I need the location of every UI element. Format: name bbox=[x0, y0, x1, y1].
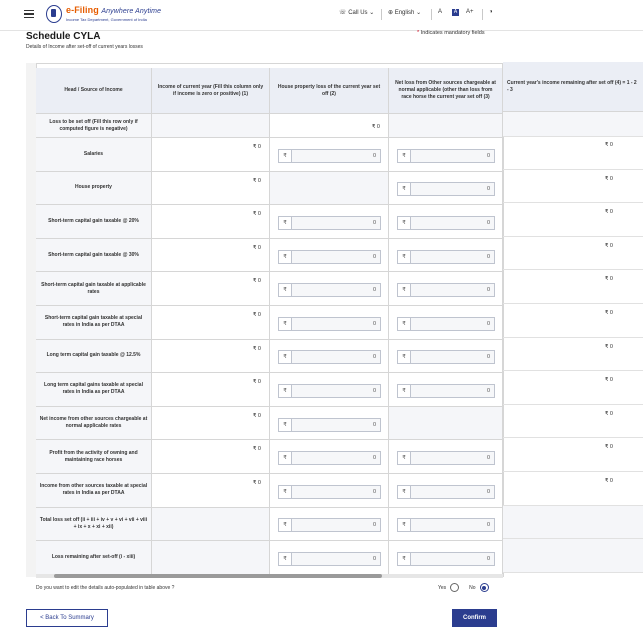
hamburger-icon[interactable] bbox=[24, 10, 34, 18]
income-current-year-cell bbox=[152, 138, 270, 172]
top-bar bbox=[0, 0, 643, 31]
no-radio[interactable] bbox=[480, 583, 489, 592]
income-remaining-cell bbox=[503, 270, 643, 304]
other-sources-loss-cell bbox=[389, 306, 503, 340]
house-property-loss-cell bbox=[270, 172, 389, 206]
income-current-year-cell bbox=[152, 541, 270, 575]
income-current-year-value: ₹ 0 bbox=[252, 312, 261, 318]
edit-question: Do you want to edit the details auto-populated in table above ? bbox=[36, 585, 175, 591]
rupee-prefix: ₹ bbox=[279, 419, 292, 431]
contrast-icon[interactable]: ◑ bbox=[489, 9, 493, 15]
house-property-loss-input[interactable] bbox=[278, 216, 381, 230]
income-current-year-cell bbox=[152, 407, 270, 441]
input-value: 0 bbox=[372, 522, 376, 529]
income-current-year-value: ₹ 0 bbox=[252, 412, 261, 419]
house-property-loss-cell bbox=[270, 440, 389, 474]
header-head-source: Head / Source of Income bbox=[36, 68, 152, 114]
income-remaining-cell bbox=[503, 136, 643, 170]
input-value: 0 bbox=[486, 219, 490, 226]
other-sources-loss-cell bbox=[389, 474, 503, 508]
no-label: No bbox=[469, 584, 476, 591]
other-sources-loss-cell bbox=[389, 340, 503, 374]
income-current-year-cell bbox=[152, 172, 270, 206]
income-remaining-cell bbox=[503, 304, 643, 338]
rupee-prefix: ₹ bbox=[398, 217, 411, 229]
income-remaining-value: ₹ 0 bbox=[604, 242, 613, 249]
input-value: 0 bbox=[372, 320, 376, 327]
income-remaining-value: ₹ 0 bbox=[604, 175, 613, 182]
income-remaining-value: ₹ 0 bbox=[604, 142, 613, 148]
house-property-loss-input[interactable] bbox=[278, 149, 381, 163]
page-subtitle: Details of Income after set-off of current years losses bbox=[26, 44, 143, 50]
input-value: 0 bbox=[372, 455, 376, 462]
rupee-prefix: ₹ bbox=[279, 318, 292, 330]
income-remaining-value: ₹ 0 bbox=[604, 377, 613, 384]
rupee-prefix: ₹ bbox=[279, 553, 292, 565]
input-value: 0 bbox=[486, 320, 490, 327]
income-remaining-value: ₹ 0 bbox=[604, 410, 613, 417]
income-remaining-value: ₹ 0 bbox=[604, 444, 613, 451]
house-property-loss-cell bbox=[270, 373, 389, 407]
income-remaining-cell bbox=[503, 506, 643, 540]
other-sources-loss-input[interactable] bbox=[397, 317, 495, 331]
input-value: 0 bbox=[372, 152, 376, 159]
rupee-prefix: ₹ bbox=[398, 553, 411, 565]
row-label: Income from other sources taxable at special rates in India as per DTAA bbox=[36, 474, 152, 508]
income-current-year-cell bbox=[152, 474, 270, 508]
other-sources-loss-cell bbox=[389, 508, 503, 542]
row-label: Short-term capital gain taxable at special rates in India as per DTAA bbox=[36, 306, 152, 340]
other-sources-loss-input[interactable] bbox=[397, 552, 495, 566]
income-current-year-value: ₹ 0 bbox=[252, 244, 261, 251]
rupee-prefix: ₹ bbox=[279, 251, 292, 263]
house-property-loss-cell bbox=[270, 508, 389, 542]
yes-radio[interactable] bbox=[450, 583, 459, 592]
income-remaining-cell bbox=[503, 539, 643, 573]
phone-icon: ☏ bbox=[339, 10, 347, 16]
income-remaining-value: ₹ 0 bbox=[604, 276, 613, 283]
other-sources-loss-cell bbox=[389, 138, 503, 172]
edit-radio-group bbox=[438, 583, 489, 592]
row-label: House property bbox=[36, 172, 152, 206]
horizontal-scrollbar-thumb[interactable] bbox=[54, 574, 382, 578]
input-value: 0 bbox=[486, 488, 490, 495]
input-value: 0 bbox=[372, 219, 376, 226]
house-property-loss-cell bbox=[270, 340, 389, 374]
input-value: 0 bbox=[486, 522, 490, 529]
income-remaining-cell bbox=[503, 338, 643, 372]
income-current-year-cell bbox=[152, 205, 270, 239]
rupee-prefix: ₹ bbox=[279, 519, 292, 531]
income-current-year-value: ₹ 0 bbox=[252, 177, 261, 184]
table-left-margin bbox=[26, 63, 36, 577]
other-sources-loss-cell bbox=[389, 541, 503, 575]
cell bbox=[270, 114, 389, 138]
income-remaining-value: ₹ 0 bbox=[604, 209, 613, 216]
logo-subtitle: Income Tax Department, Government of India bbox=[66, 17, 147, 22]
other-sources-loss-input[interactable] bbox=[397, 485, 495, 499]
income-current-year-cell bbox=[152, 508, 270, 542]
income-current-year-value: ₹ 0 bbox=[252, 278, 261, 285]
input-value: 0 bbox=[372, 354, 376, 361]
house-property-loss-cell bbox=[270, 474, 389, 508]
logo[interactable]: e-Filing Anywhere Anytime bbox=[66, 5, 162, 15]
row-label: Loss remaining after set-off (i - xiii) bbox=[36, 541, 152, 575]
other-sources-loss-cell bbox=[389, 205, 503, 239]
row-label: Salaries bbox=[36, 138, 152, 172]
rupee-prefix: ₹ bbox=[398, 519, 411, 531]
house-property-loss-cell bbox=[270, 138, 389, 172]
other-sources-loss-input[interactable] bbox=[397, 250, 495, 264]
house-property-loss-cell bbox=[270, 272, 389, 306]
input-value: 0 bbox=[486, 455, 490, 462]
other-sources-loss-input[interactable] bbox=[397, 182, 495, 196]
house-property-loss-input[interactable] bbox=[278, 250, 381, 264]
row-label: Long term capital gain taxable @ 12.5% bbox=[36, 340, 152, 374]
rupee-prefix: ₹ bbox=[398, 486, 411, 498]
other-sources-loss-cell bbox=[389, 272, 503, 306]
other-sources-loss-cell bbox=[389, 239, 503, 273]
input-value: 0 bbox=[486, 253, 490, 260]
other-sources-loss-input[interactable] bbox=[397, 216, 495, 230]
input-value: 0 bbox=[486, 387, 490, 394]
rupee-prefix: ₹ bbox=[398, 385, 411, 397]
income-current-year-cell bbox=[152, 239, 270, 273]
input-value: 0 bbox=[372, 387, 376, 394]
row-label: Net income from other sources chargeable at normal applicable rates bbox=[36, 407, 152, 441]
row-label: Short-term capital gain taxable @ 30% bbox=[36, 239, 152, 273]
header-income-current-year: Income of current year (Fill this column only if income is zero or positive) (1) bbox=[152, 68, 270, 114]
input-value: 0 bbox=[372, 488, 376, 495]
house-property-loss-cell bbox=[270, 205, 389, 239]
income-remaining-cell bbox=[503, 472, 643, 506]
cell bbox=[152, 114, 270, 138]
house-property-loss-input[interactable] bbox=[278, 451, 381, 465]
other-sources-loss-input[interactable] bbox=[397, 283, 495, 297]
other-sources-loss-input[interactable] bbox=[397, 518, 495, 532]
income-current-year-cell bbox=[152, 272, 270, 306]
input-value: 0 bbox=[486, 152, 490, 159]
input-value: 0 bbox=[486, 186, 490, 193]
house-property-loss-input[interactable] bbox=[278, 317, 381, 331]
font-normal-button[interactable]: A bbox=[453, 9, 458, 15]
input-value: 0 bbox=[486, 354, 490, 361]
mandatory-note: * Indicates mandatory fields bbox=[417, 30, 485, 36]
income-current-year-value: ₹ 0 bbox=[252, 144, 261, 150]
confirm-button[interactable]: Confirm bbox=[452, 609, 497, 627]
house-property-loss-input[interactable] bbox=[278, 283, 381, 297]
row-label: Long term capital gains taxable at special rates in India as per DTAA bbox=[36, 373, 152, 407]
header-income-remaining: Current year's income remaining after set off (4) = 1 - 2 - 3 bbox=[503, 62, 643, 112]
income-remaining-cell bbox=[503, 371, 643, 405]
rupee-prefix: ₹ bbox=[279, 150, 292, 162]
house-property-loss-cell bbox=[270, 239, 389, 273]
other-sources-loss-cell bbox=[389, 407, 503, 441]
font-increase-button[interactable]: A+ bbox=[466, 9, 474, 15]
other-sources-loss-cell bbox=[389, 373, 503, 407]
chevron-down-icon: ⌄ bbox=[369, 10, 375, 16]
house-property-loss-cell bbox=[270, 407, 389, 441]
income-remaining-cell bbox=[503, 170, 643, 204]
income-remaining-cell bbox=[503, 203, 643, 237]
back-to-summary-button[interactable]: < Back To Summary bbox=[26, 609, 108, 627]
cell bbox=[389, 114, 503, 138]
input-value: 0 bbox=[372, 421, 376, 428]
house-property-loss-cell bbox=[270, 541, 389, 575]
row-label: Short-term capital gain taxable at applicable rates bbox=[36, 272, 152, 306]
rupee-prefix: ₹ bbox=[398, 351, 411, 363]
rupee-prefix: ₹ bbox=[398, 284, 411, 296]
rupee-prefix: ₹ bbox=[279, 452, 292, 464]
overflow-row bbox=[503, 112, 643, 137]
house-property-loss-input[interactable] bbox=[278, 418, 381, 432]
income-current-year-value: ₹ 0 bbox=[252, 446, 261, 453]
income-current-year-value: ₹ 0 bbox=[252, 345, 261, 352]
row-label: Total loss set off (ii + iii + iv + v + vi + vii + viii + ix + x + xi + xii) bbox=[36, 508, 152, 542]
rupee-prefix: ₹ bbox=[398, 318, 411, 330]
rupee-prefix: ₹ bbox=[279, 385, 292, 397]
emblem-icon bbox=[46, 5, 62, 23]
income-current-year-cell bbox=[152, 440, 270, 474]
other-sources-loss-input[interactable] bbox=[397, 384, 495, 398]
yes-label: Yes bbox=[438, 584, 447, 591]
income-current-year-value: ₹ 0 bbox=[252, 211, 261, 218]
row-label: Short-term capital gain taxable @ 20% bbox=[36, 205, 152, 239]
income-remaining-cell bbox=[503, 438, 643, 472]
house-property-loss-input[interactable] bbox=[278, 384, 381, 398]
income-current-year-cell bbox=[152, 306, 270, 340]
income-current-year-cell bbox=[152, 373, 270, 407]
house-property-loss-input[interactable] bbox=[278, 518, 381, 532]
rupee-prefix: ₹ bbox=[398, 452, 411, 464]
header-house-property-loss: House property loss of the current year set off (2) bbox=[270, 68, 389, 114]
language-menu[interactable]: ⊕ English ⌄ bbox=[388, 10, 422, 16]
input-value: 0 bbox=[486, 555, 490, 562]
other-sources-loss-input[interactable] bbox=[397, 350, 495, 364]
income-remaining-value: ₹ 0 bbox=[604, 310, 613, 316]
rupee-prefix: ₹ bbox=[398, 150, 411, 162]
other-sources-loss-input[interactable] bbox=[397, 149, 495, 163]
income-remaining-value: ₹ 0 bbox=[604, 478, 613, 484]
page-title: Schedule CYLA bbox=[26, 31, 101, 42]
input-value: 0 bbox=[372, 555, 376, 562]
income-remaining-cell bbox=[503, 405, 643, 439]
income-remaining-cell bbox=[503, 237, 643, 271]
font-decrease-button[interactable]: A bbox=[438, 9, 443, 15]
rupee-prefix: ₹ bbox=[279, 486, 292, 498]
call-us-menu[interactable]: ☏ Call Us ⌄ bbox=[339, 10, 375, 16]
house-property-loss-input[interactable] bbox=[278, 485, 381, 499]
other-sources-loss-input[interactable] bbox=[397, 451, 495, 465]
input-value: 0 bbox=[372, 253, 376, 260]
income-current-year-value: ₹ 0 bbox=[252, 379, 261, 386]
rupee-prefix: ₹ bbox=[398, 251, 411, 263]
row-label: Profit from the activity of owning and maintaining race horses bbox=[36, 440, 152, 474]
other-sources-loss-cell bbox=[389, 172, 503, 206]
income-current-year-cell bbox=[152, 340, 270, 374]
chevron-down-icon: ⌄ bbox=[416, 10, 422, 16]
loss-to-set-off-value: ₹ 0 bbox=[371, 124, 380, 130]
house-property-loss-input[interactable] bbox=[278, 552, 381, 566]
other-sources-loss-cell bbox=[389, 440, 503, 474]
input-value: 0 bbox=[372, 287, 376, 294]
rupee-prefix: ₹ bbox=[398, 183, 411, 195]
rupee-prefix: ₹ bbox=[279, 284, 292, 296]
row-label-loss-to-set-off: Loss to be set off (Fill this row only if computed figure is negative) bbox=[36, 114, 152, 138]
house-property-loss-cell bbox=[270, 306, 389, 340]
income-remaining-value: ₹ 0 bbox=[604, 343, 613, 350]
header-other-sources-loss: Net loss from Other sources chargeable at normal applicable (other than loss from race horse the current year set off (3) bbox=[389, 68, 503, 114]
house-property-loss-input[interactable] bbox=[278, 350, 381, 364]
rupee-prefix: ₹ bbox=[279, 351, 292, 363]
globe-icon: ⊕ bbox=[388, 10, 394, 16]
income-current-year-value: ₹ 0 bbox=[252, 480, 261, 486]
input-value: 0 bbox=[486, 287, 490, 294]
rupee-prefix: ₹ bbox=[279, 217, 292, 229]
